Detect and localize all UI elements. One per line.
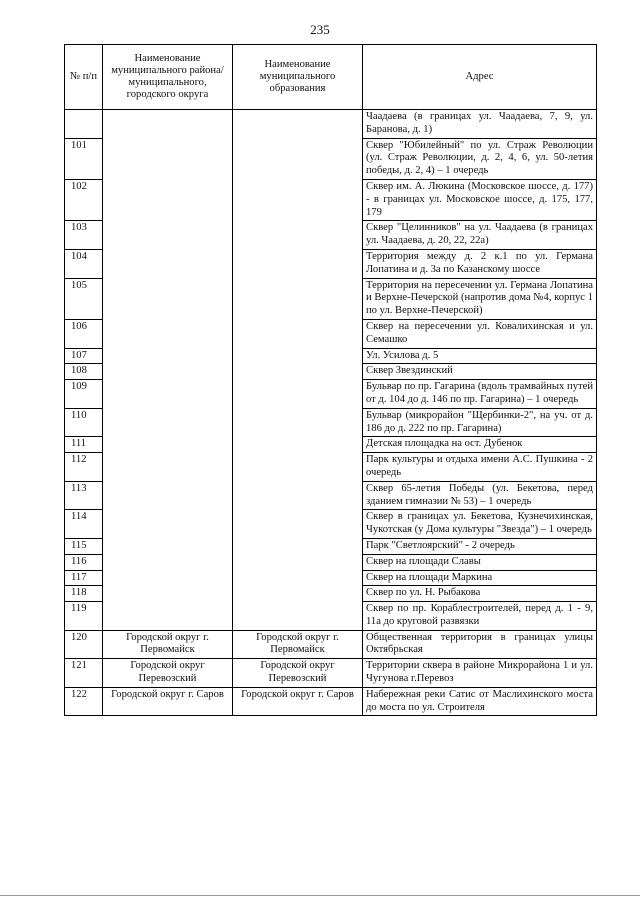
- cell-district: Городской округ г. Саров: [103, 687, 233, 716]
- cell-address: Территория на пересечении ул. Германа Лопатина и Верхне-Печерской (напротив дома №4, корпус 1 по ул. Верхне-Печерской): [363, 278, 597, 319]
- cell-address: Сквер "Целинников" на ул. Чаадаева (в границах ул. Чаадаева, д. 20, 22, 22а): [363, 221, 597, 250]
- cell-address: Сквер в границах ул. Бекетова, Кузнечихинская, Чукотская (у Дома культуры "Звезда") – 1 очередь: [363, 510, 597, 539]
- cell-num: 111: [65, 437, 103, 453]
- cell-num: 114: [65, 510, 103, 539]
- cell-address: Территории сквера в районе Микрорайона 1 и ул. Чугунова г.Перевоз: [363, 659, 597, 688]
- cell-num: 120: [65, 630, 103, 659]
- cell-municipality: Городской округ г. Саров: [233, 687, 363, 716]
- table-row: [65, 110, 597, 139]
- cell-municipality: Городской округ г. Первомайск: [233, 630, 363, 659]
- cell-address: Сквер на площади Маркина: [363, 570, 597, 586]
- cell-address: Сквер по ул. Н. Рыбакова: [363, 586, 597, 602]
- bottom-rule: [0, 895, 640, 896]
- cell-num: 107: [65, 348, 103, 364]
- cell-address: Общественная территория в границах улицы Октябрьская: [363, 630, 597, 659]
- cell-address: Чаадаева (в границах ул. Чаадаева, 7, 9, ул. Баранова, д. 1): [363, 110, 597, 139]
- cell-address: Территория между д. 2 к.1 по ул. Германа Лопатина и д. 3а по Казанскому шоссе: [363, 249, 597, 278]
- table-row: [65, 630, 597, 659]
- cell-address: Сквер на площади Славы: [363, 554, 597, 570]
- header-num: № п/п: [65, 45, 103, 110]
- cell-num: 102: [65, 179, 103, 220]
- cell-num: 110: [65, 408, 103, 437]
- cell-num: 103: [65, 221, 103, 250]
- addresses-table: [64, 44, 597, 716]
- cell-address: Сквер 65-летия Победы (ул. Бекетова, перед зданием гимназии № 53) – 1 очередь: [363, 481, 597, 510]
- cell-num: [65, 110, 103, 139]
- cell-address: Детская площадка на ост. Дубенок: [363, 437, 597, 453]
- cell-address: Сквер "Юбилейный" по ул. Страж Революции (ул. Страж Революции, д. 2, 4, 6, ул. 50-летия победы, д. 2, 4) – 1 очередь: [363, 138, 597, 179]
- cell-address: Сквер им. А. Люкина (Московское шоссе, д. 177) - в границах ул. Московское шоссе, д. 175, 177, 179: [363, 179, 597, 220]
- cell-num: 106: [65, 319, 103, 348]
- table-row: [65, 687, 597, 716]
- cell-num: 121: [65, 659, 103, 688]
- cell-municipality: Городской округ Перевозский: [233, 659, 363, 688]
- table-row: [65, 659, 597, 688]
- cell-num: 115: [65, 538, 103, 554]
- cell-address: Ул. Усилова д. 5: [363, 348, 597, 364]
- cell-district: Городской округ г. Первомайск: [103, 630, 233, 659]
- cell-address: Парк культуры и отдыха имени А.С. Пушкина - 2 очередь: [363, 453, 597, 482]
- header-municipality: Наименование муниципального образования: [233, 45, 363, 110]
- cell-num: 119: [65, 602, 103, 631]
- cell-num: 109: [65, 380, 103, 409]
- cell-address: Сквер на пересечении ул. Ковалихинская и ул. Семашко: [363, 319, 597, 348]
- cell-num: 108: [65, 364, 103, 380]
- cell-num: 104: [65, 249, 103, 278]
- cell-num: 101: [65, 138, 103, 179]
- cell-address: Сквер по пр. Кораблестроителей, перед д. 1 - 9, 11а до круговой развязки: [363, 602, 597, 631]
- cell-address: Сквер Звездинский: [363, 364, 597, 380]
- cell-district: Городской округ Перевозский: [103, 659, 233, 688]
- cell-municipality-merged: [233, 110, 363, 631]
- cell-num: 112: [65, 453, 103, 482]
- cell-num: 113: [65, 481, 103, 510]
- table-header-row: [65, 45, 597, 110]
- header-address: Адрес: [363, 45, 597, 110]
- cell-address: Бульвар (микрорайон "Щербинки-2", на уч. от д. 186 до д. 222 по пр. Гагарина): [363, 408, 597, 437]
- cell-num: 122: [65, 687, 103, 716]
- cell-num: 117: [65, 570, 103, 586]
- table-body: [65, 110, 597, 716]
- cell-address: Парк "Светлоярский" - 2 очередь: [363, 538, 597, 554]
- page-number: 235: [310, 22, 330, 37]
- header-district: Наименование муниципального района/ муниципального, городского округа: [103, 45, 233, 110]
- cell-address: Набережная реки Сатис от Маслихинского моста до моста по ул. Строителя: [363, 687, 597, 716]
- cell-num: 118: [65, 586, 103, 602]
- cell-district-merged: [103, 110, 233, 631]
- cell-address: Бульвар по пр. Гагарина (вдоль трамвайных путей от д. 104 до д. 146 по пр. Гагарина) – 1 очередь: [363, 380, 597, 409]
- cell-num: 116: [65, 554, 103, 570]
- cell-num: 105: [65, 278, 103, 319]
